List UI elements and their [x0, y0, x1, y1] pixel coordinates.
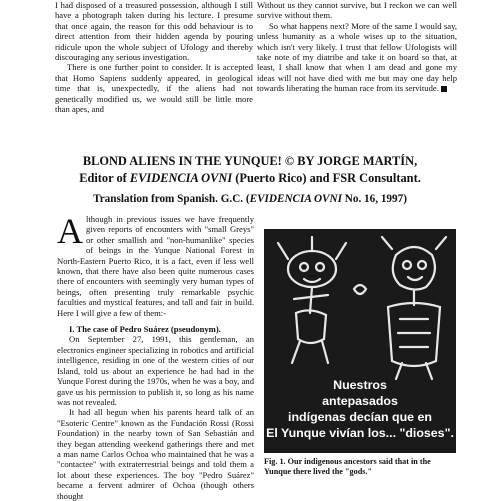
author-affiliation — [20, 170, 480, 187]
overlay-line-4: El Yunque vivían los... "dioses". — [266, 426, 454, 440]
top-left-column — [55, 0, 253, 114]
affiliation-magazine: EVIDENCIA OVNI — [129, 171, 233, 185]
overlay-line-3: indígenas decían que en — [288, 410, 432, 424]
top-right-column — [257, 0, 457, 94]
translation-prefix: Translation from Spanish. G.C. ( — [93, 193, 250, 205]
top-left-paragraph-2: There is one further point to consider. It is accepted that Homo Sapiens suddenly appeared, in geological time that is, unexpectedly, if the aliens had not genetically modified us, we would still be little more than apes, and — [55, 62, 253, 115]
article-body-left — [57, 211, 254, 501]
top-right-paragraph-2-text: So what happens next? More of the same I would say, unless humanity as a whole wises up to the situation, which isn't very likely. I trust that fellow Ufologists will take note of my diatribe and take it on board so that, at least, I shall know that when I am dead and gone my ideas will not have died with me but may one day help towards liberating the human race from its servitude. — [257, 20, 457, 94]
top-right-paragraph-1: Without us they cannot survive, but I reckon we can well survive without them. — [257, 0, 457, 21]
body-paragraph-2: It had all begun when his parents heard talk of an "Esoteric Centre" known as the Fundación Rossi (Rossi Foundation) in the nearby town of San Sebastián and they began attending weekend gatherings there and met a man name Carlos Ochoa who maintained that he was a "contactee" with extraterrestrial beings and told them a lot about these experiences. The boy "Pedro Suárez" became a fervent admirer of Ochoa (though others thought — [57, 407, 254, 501]
translation-suffix: No. 16, 1997) — [341, 193, 407, 205]
top-right-paragraph-2 — [257, 21, 457, 94]
overlay-line-1: Nuestros — [333, 378, 387, 392]
article-title: BLOND ALIENS IN THE YUNQUE! © BY JORGE MARTÍN, — [82, 154, 418, 168]
drop-cap: A — [57, 211, 83, 251]
figure-overlay-text — [264, 377, 456, 441]
translation-magazine: EVIDENCIA OVNI — [249, 193, 342, 205]
affiliation-prefix: Editor of — [79, 171, 130, 185]
top-left-paragraph-1: I had disposed of a treasured possession, although I still have a photograph taken during his lecture. I presume that once again, the reason for this odd behaviour is to direct attention from their hidden agenda by pouring ridicule upon the whole subject of Ufology and thereby discouraging any serious investigation. — [55, 0, 253, 63]
article-header — [20, 153, 480, 208]
overlay-line-2: antepasados — [322, 394, 398, 408]
body-paragraph-1: On September 27, 1991, this gentleman, an electronics engineer specializing in robotics and artificial intelligence, residing in one of the western cities of our Island, told us about an experience he had had in the Yunque Forest during the 1970s, when he was a boy, and gave us his permission to publish it, so long as his name was not revealed. — [57, 334, 254, 407]
section-title: I. The case of Pedro Suárez (pseudonym). — [69, 324, 221, 335]
figure-1-image — [264, 229, 456, 453]
end-of-article-mark — [441, 86, 447, 92]
figure-caption: Fig. 1. Our indigenous ancestors said that in the Yunque there lived the "gods." — [264, 457, 431, 476]
affiliation-suffix: (Puerto Rico) and FSR Consultant. — [232, 171, 421, 185]
intro-text: lthough in previous issues we have frequently given reports of encounters with "small Greys" or other smallish and "non-humanlike" species of beings in the Yunque National Forest in North-Eastern Puerto Rico, it is a fact, even if less well known, that there have also been quite numerous cases there of encounters with seemingly very human types of beings, often presenting truly remarkable psychic faculties and mystical features, and tall and fair in build. Here I will give a few of them:- — [57, 214, 254, 318]
intro-paragraph — [57, 211, 254, 318]
translation-note — [20, 191, 480, 208]
